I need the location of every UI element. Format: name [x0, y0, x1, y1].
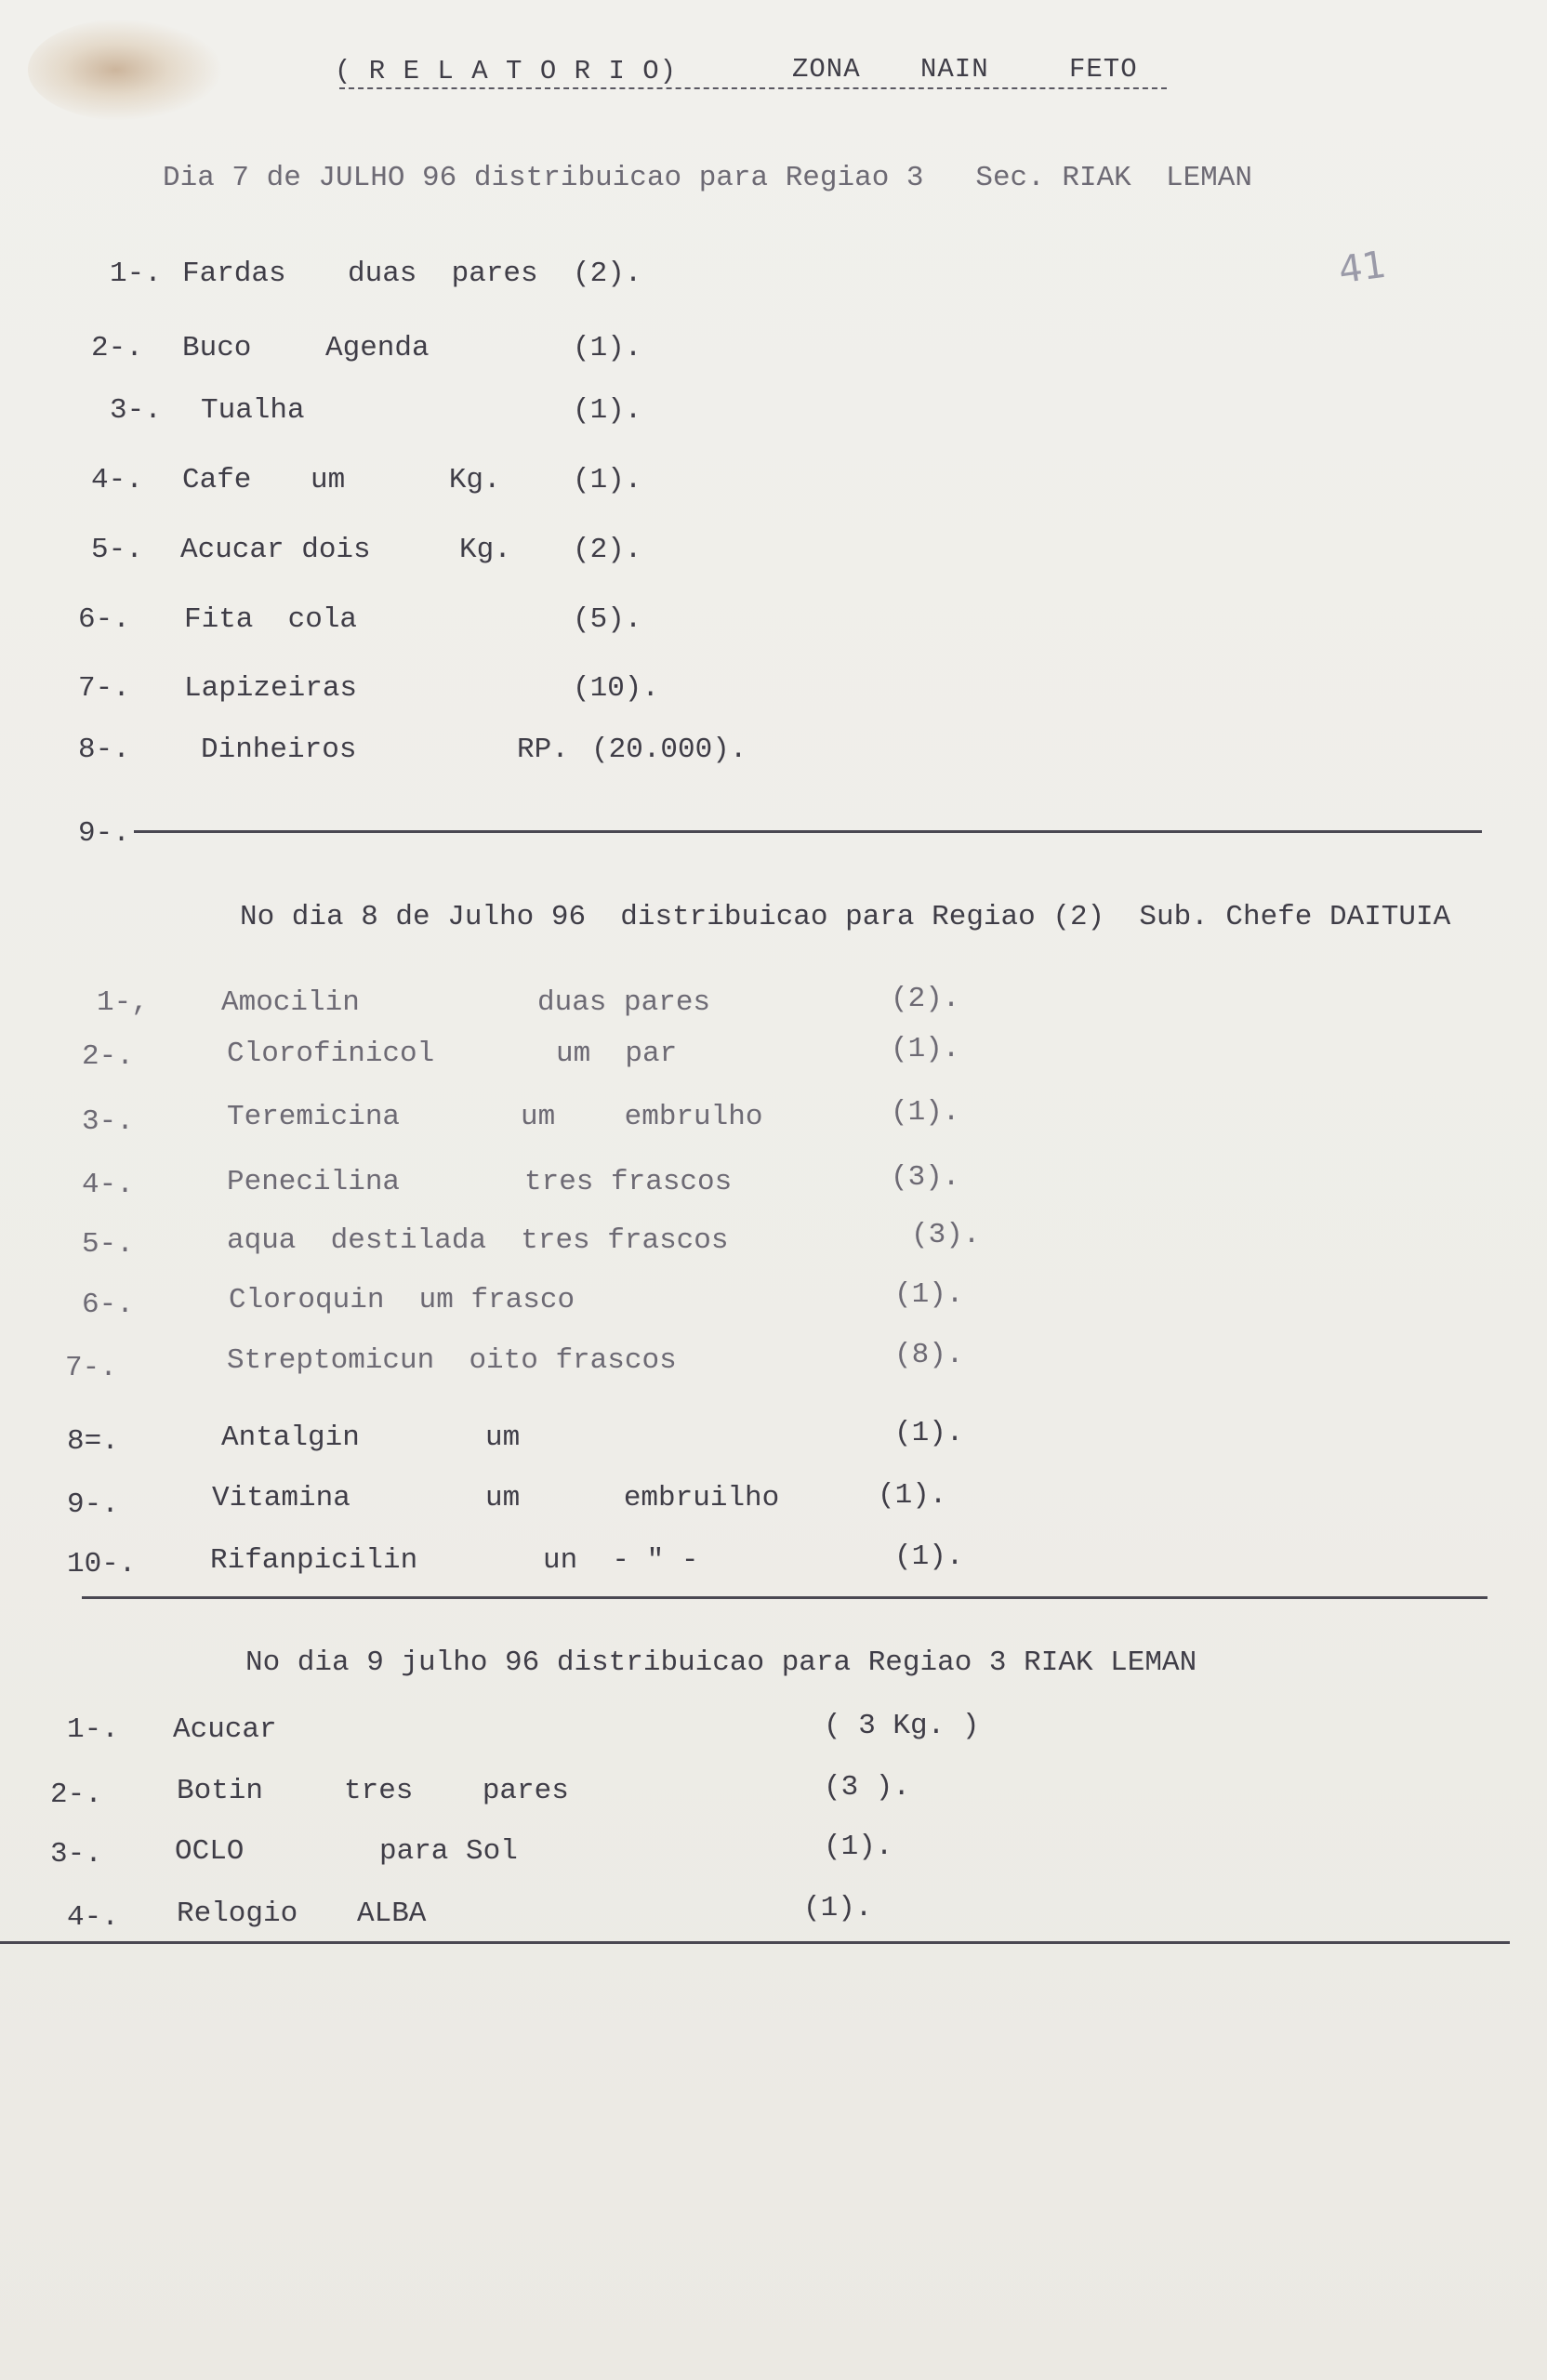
item-number: 6-.	[82, 1289, 134, 1321]
item-qty: (5).	[573, 603, 642, 636]
item-desc: duas pares	[348, 258, 538, 290]
item-number: 4-.	[67, 1901, 119, 1934]
item-name: Amocilin	[221, 986, 360, 1019]
item-name: Lapizeiras	[184, 672, 358, 705]
item-name: Tualha	[201, 394, 305, 427]
item-qty: ( 3 Kg. )	[824, 1710, 980, 1742]
item-name: Antalgin	[221, 1421, 360, 1454]
section3-divider	[0, 1941, 1510, 1944]
nain-label: NAIN	[920, 54, 989, 85]
section2-divider	[82, 1596, 1488, 1599]
item-number: 2-.	[91, 332, 143, 364]
item-qty: (1).	[573, 332, 642, 364]
item-qty: (10).	[573, 672, 660, 705]
item-qty: (1).	[573, 394, 642, 427]
item-name: Buco	[182, 332, 252, 364]
item-qty: (1).	[824, 1831, 893, 1863]
item-number: 5-.	[91, 534, 143, 566]
item-qty: (1).	[878, 1479, 947, 1512]
item-number: 6-.	[78, 603, 130, 636]
item-name: Dinheiros	[201, 734, 357, 766]
item-desc: Agenda	[325, 332, 430, 364]
item-number: 2-.	[82, 1040, 134, 1073]
item-number: 9-.	[78, 817, 130, 850]
item-qty: (3 ).	[824, 1771, 911, 1804]
item-desc: ALBA	[357, 1897, 427, 1930]
item-desc: Kg.	[459, 534, 511, 566]
item-qty: (1).	[894, 1540, 964, 1573]
item-desc: para Sol	[379, 1835, 518, 1868]
feto-label: FETO	[1069, 54, 1138, 85]
item-number: 1-.	[67, 1713, 119, 1746]
item-name: Penecilina	[227, 1166, 401, 1198]
item-desc: um embruilho	[485, 1482, 780, 1514]
item-number: 7-.	[78, 672, 130, 705]
item-desc: tres frascos	[524, 1166, 733, 1198]
item-name: Fardas	[182, 258, 286, 290]
item-number: 3-.	[82, 1105, 134, 1138]
item-qty: (1).	[894, 1417, 964, 1449]
header-underline	[339, 87, 1167, 89]
item-name: Cafe	[182, 464, 252, 496]
item-qty: (1).	[573, 464, 642, 496]
item-number: 10-.	[67, 1548, 137, 1580]
item-name: Streptomicun oito frascos	[227, 1344, 677, 1377]
item-number: 4-.	[91, 464, 143, 496]
item-number: 1-.	[110, 258, 162, 290]
item-desc: um	[485, 1421, 521, 1454]
item-name: Fita cola	[184, 603, 358, 636]
item-desc: RP.	[517, 734, 569, 766]
item-number: 1-,	[97, 986, 149, 1019]
stain-mark	[28, 19, 223, 121]
item-number: 7-.	[65, 1352, 117, 1384]
item-number: 8-.	[78, 734, 130, 766]
page-number-mark: 41	[1336, 243, 1389, 293]
item-desc: um embrulho	[521, 1101, 763, 1133]
item-number: 3-.	[50, 1838, 102, 1871]
item-name: aqua destilada tres frascos	[227, 1224, 729, 1257]
item-desc: um Kg.	[311, 464, 501, 496]
section2-heading: No dia 8 de Julho 96 distribuicao para Regiao (2) Sub. Chefe DAITUIA	[240, 901, 1451, 933]
zona-label: ZONA	[792, 54, 861, 85]
item-number: 2-.	[50, 1778, 102, 1811]
item-qty: (2).	[891, 983, 960, 1015]
item-name: Teremicina	[227, 1101, 401, 1133]
item-desc: tres pares	[344, 1775, 569, 1807]
item-name: Relogio	[177, 1897, 298, 1930]
section1-divider	[134, 830, 1482, 833]
item-name: Rifanpicilin	[210, 1544, 418, 1577]
item-number: 9-.	[67, 1488, 119, 1521]
item-qty: (1).	[894, 1278, 964, 1311]
item-name: Vitamina	[212, 1482, 350, 1514]
item-name: Cloroquin um frasco	[229, 1284, 575, 1316]
item-number: 3-.	[110, 394, 162, 427]
item-qty: (1).	[891, 1033, 960, 1065]
item-qty: (1).	[891, 1096, 960, 1129]
item-qty: (2).	[573, 534, 642, 566]
item-name: OCLO	[175, 1835, 245, 1868]
item-qty: (8).	[894, 1339, 964, 1371]
item-qty: (2).	[573, 258, 642, 290]
item-name: Clorofinicol	[227, 1038, 435, 1070]
section1-heading: Dia 7 de JULHO 96 distribuicao para Regiao 3 Sec. RIAK LEMAN	[163, 162, 1252, 194]
item-qty: (20.000).	[591, 734, 747, 766]
section3-heading: No dia 9 julho 96 distribuicao para Regiao 3 RIAK LEMAN	[245, 1646, 1197, 1679]
item-desc: duas pares	[537, 986, 711, 1019]
item-qty: (1).	[803, 1892, 873, 1924]
item-qty: (3).	[891, 1161, 960, 1194]
item-number: 4-.	[82, 1169, 134, 1201]
item-desc: un - " -	[543, 1544, 699, 1577]
item-name: Acucar dois	[180, 534, 371, 566]
item-number: 8=.	[67, 1425, 119, 1458]
report-title: ( R E L A T O R I O)	[335, 56, 678, 86]
item-name: Acucar	[173, 1713, 277, 1746]
item-desc: um par	[556, 1038, 678, 1070]
item-name: Botin	[177, 1775, 264, 1807]
item-number: 5-.	[82, 1228, 134, 1261]
item-qty: (3).	[911, 1219, 981, 1251]
